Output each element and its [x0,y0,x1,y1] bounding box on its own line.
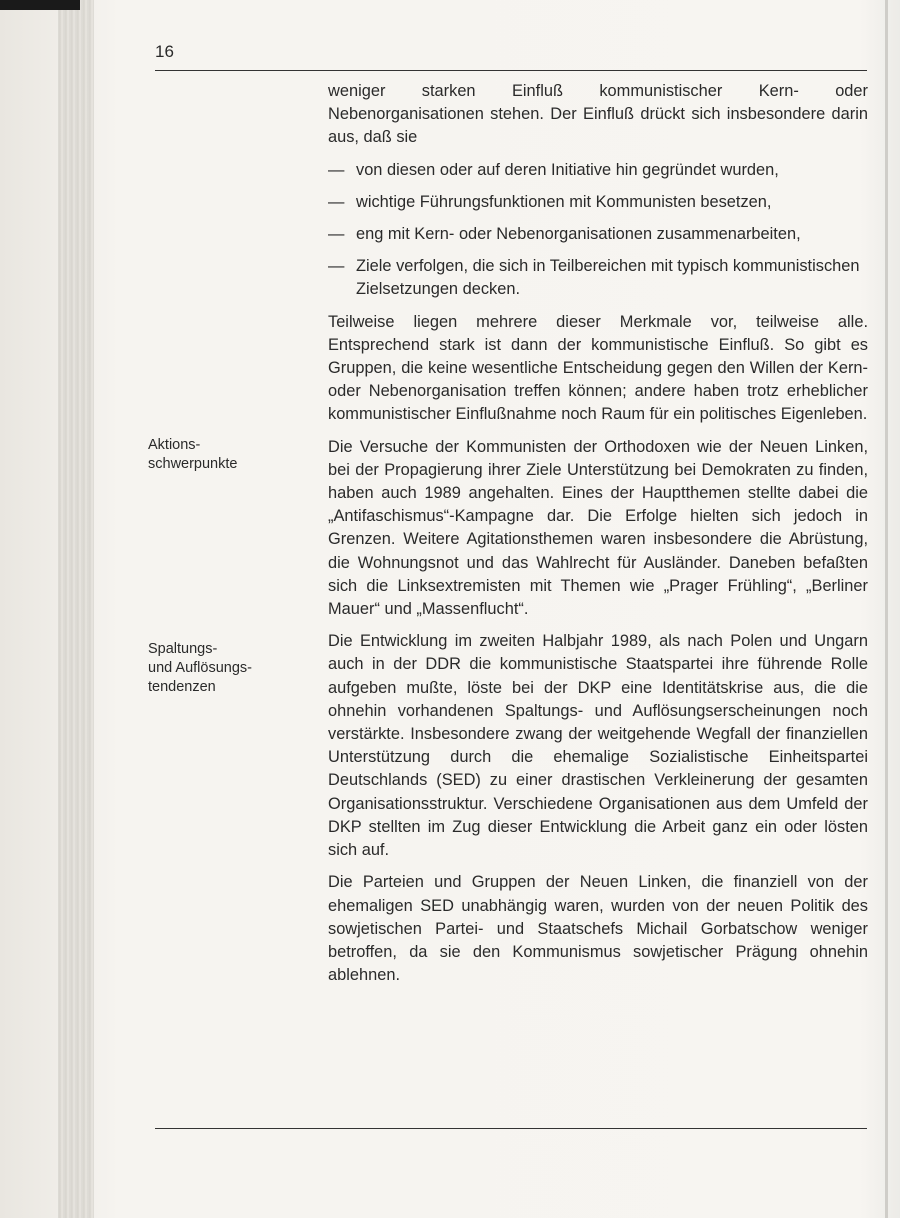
list-item [328,191,868,214]
body-text [328,80,868,996]
paragraph: Die Versuche der Kommunisten der Orthodoxen wie der Neuen Linken, bei der Propagierung ihrer Ziele Unterstützung bei Demokraten zu finden, haben auch 1989 angehalten. Eines der Hauptthemen stellte dabei die „Antifaschismus“-Kampagne dar. Die Erfolge hielten sich jedoch in Grenzen. Weitere Agitationsthemen waren insbesondere die Abrüstung, die Wohnungsnot und das Wahlrecht für Ausländer. Daneben befaßten sich die Linksextremisten mit Themen wie „Prager Frühling“, „Berliner Mauer“ und „Massenflucht“. [328,437,868,619]
margin-heading-spaltungstendenzen [148,640,298,697]
list-item [328,223,868,246]
dash-marker: — [328,160,345,179]
dash-marker: — [328,257,345,276]
book-binding [58,0,94,1218]
page-edge [885,0,888,1218]
list-item-text: wichtige Führungsfunktionen mit Kommunisten besetzen, [356,192,772,211]
paragraph: Teilweise liegen mehrere dieser Merkmale vor, teilweise alle. Entsprechend stark ist dann der kommunistische Einfluß. So gibt es Gruppen, die keine wesentliche Entscheidung gegen den Willen der Kern- oder Nebenorganisation treffen können; andere haben trotz erheblicher kommunistischer Einflußnahme noch Raum für ein politisches Eigenleben. [328,312,868,424]
list-item-text: eng mit Kern- oder Nebenorganisationen zusammenarbeiten, [356,225,801,244]
margin-heading-line: tendenzen [148,679,216,695]
paragraph: Die Entwicklung im zweiten Halbjahr 1989, als nach Polen und Ungarn auch in der DDR die kommunistische Staatspartei ihre führende Rolle aufgeben mußte, löste bei der DKP eine Identitätskrise aus, die die ohnehin vorhandenen Spaltungs- und Auflösungserscheinungen noch verstärkte. Insbesondere zwang der weitgehende Wegfall der finanziellen Unterstützung durch die ehemalige Sozialistische Einheitspartei Deutschlands (SED) zu einer drastischen Verkleinerung der gesamten Organisationsstruktur. Verschiedene Organisationen aus dem Umfeld der DKP stellten im Zug dieser Entwicklung die Arbeit ganz ein oder lösten sich auf. [328,632,868,860]
margin-heading-aktionsschwerpunkte [148,436,298,474]
margin-heading-line: Aktions- [148,437,201,453]
margin-heading-line: schwerpunkte [148,456,238,472]
criteria-list [328,159,868,302]
list-item-text: Ziele verfolgen, die sich in Teilbereichen mit typisch kommunistischen Zielsetzungen decken. [356,257,860,299]
margin-heading-line: Spaltungs- [148,641,218,657]
list-item [328,255,868,301]
list-item-text: von diesen oder auf deren Initiative hin gegründet wurden, [356,160,779,179]
paragraph: Die Parteien und Gruppen der Neuen Linken, die finanziell von der ehemaligen SED unabhängig waren, wurden von der neuen Politik des sowjetischen Partei- und Staatschefs Michail Gorbatschow weniger betroffen, da sie den Kommunismus sowjetischer Prägung ohnehin ablehnen. [328,873,868,985]
dash-marker: — [328,192,345,211]
list-item [328,159,868,182]
top-rule [155,70,867,71]
scan-corner-mark [0,0,80,10]
page-number: 16 [155,42,174,61]
bottom-rule [155,1128,867,1129]
intro-paragraph: weniger starken Einfluß kommunistischer Kern- oder Nebenorganisationen stehen. Der Einfluß drückt sich insbesondere darin aus, daß sie [328,82,868,147]
margin-heading-line: und Auflösungs- [148,660,252,676]
dash-marker: — [328,225,345,244]
